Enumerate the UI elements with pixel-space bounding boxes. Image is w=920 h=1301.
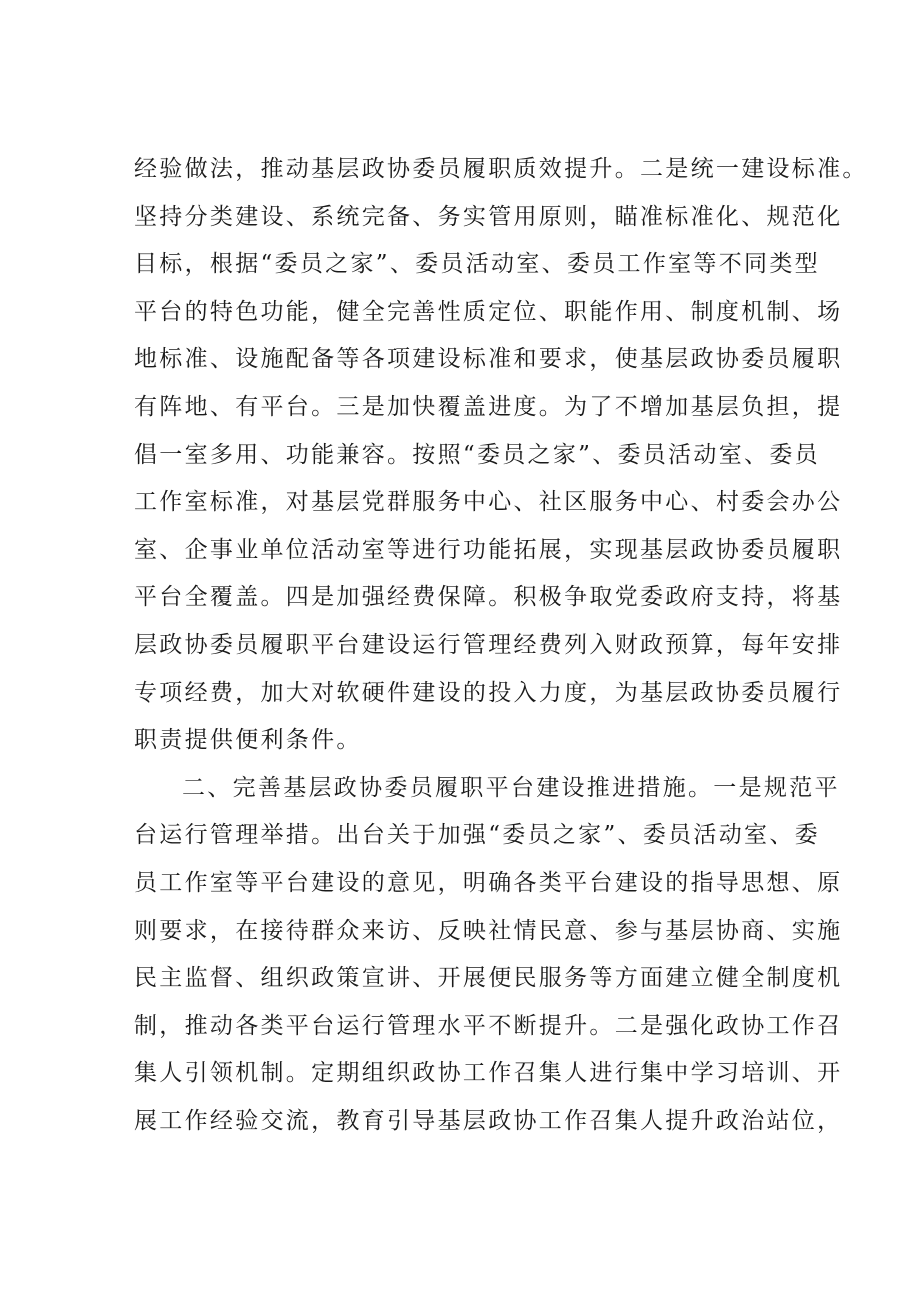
text-line: 民主监督、组织政策宣讲、开展便民服务等方面建立健全制度机 [134,965,843,992]
text-line: 则要求，在接待群众来访、反映社情民意、参与基层协商、实施 [134,917,843,944]
text-line: 目标，根据“委员之家”、委员活动室、委员工作室等不同类型 [134,251,820,278]
text-line: 有阵地、有平台。三是加快覆盖进度。为了不增加基层负担，提 [134,393,843,420]
text-line: 员工作室等平台建设的意见，明确各类平台建设的指导思想、原 [134,869,843,896]
text-line: 台运行管理举措。出台关于加强“委员之家”、委员活动室、委 [134,822,820,849]
text-line: 地标准、设施配备等各项建设标准和要求，使基层政协委员履职 [134,346,843,373]
text-line: 经验做法，推动基层政协委员履职质效提升。二是统一建设标准。 [134,156,868,182]
text-line: 集人引领机制。定期组织政协工作召集人进行集中学习培训、开 [134,1060,843,1087]
document-body [134,146,868,1145]
text-line: 平台的特色功能，健全完善性质定位、职能作用、制度机制、场 [134,298,843,325]
text-line: 展工作经验交流，教育引导基层政协工作召集人提升政治站位， [134,1107,843,1134]
text-line: 制，推动各类平台运行管理水平不断提升。二是强化政协工作召 [134,1012,843,1039]
text-line: 工作室标准，对基层党群服务中心、社区服务中心、村委会办公 [134,489,843,516]
text-line: 专项经费，加大对软硬件建设的投入力度，为基层政协委员履行 [134,679,843,706]
text-line: 坚持分类建设、系统完备、务实管用原则，瞄准标准化、规范化 [134,203,843,230]
text-line: 倡一室多用、功能兼容。按照“委员之家”、委员活动室、委员 [134,441,820,468]
text-line: 室、企事业单位活动室等进行功能拓展，实现基层政协委员履职 [134,536,843,563]
text-line: 职责提供便利条件。 [134,727,362,754]
section-heading-line: 二、完善基层政协委员履职平台建设推进措施。一是规范平 [182,774,840,801]
text-line: 平台全覆盖。四是加强经费保障。积极争取党委政府支持，将基 [134,584,843,611]
text-line: 层政协委员履职平台建设运行管理经费列入财政预算，每年安排 [134,631,843,658]
